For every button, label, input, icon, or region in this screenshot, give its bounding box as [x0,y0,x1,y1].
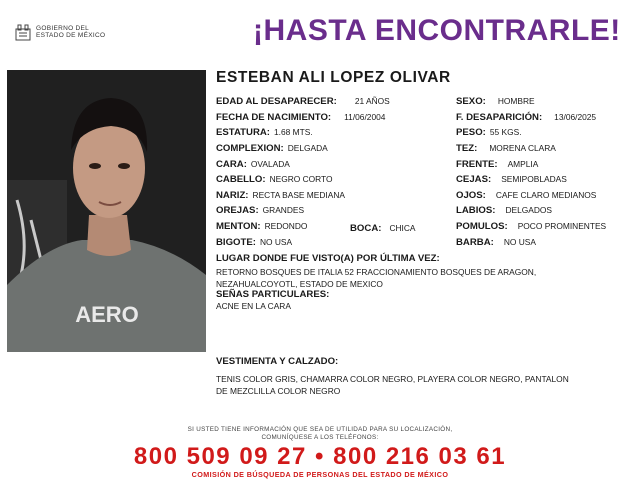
logo-line-2: ESTADO DE MÉXICO [36,32,106,39]
field-value: DELGADOS [505,205,552,215]
field-value: 1.68 MTS. [274,127,313,137]
info-line-1: SI USTED TIENE INFORMACIÓN QUE SEA DE UTILIDAD PARA SU LOCALIZACIÓN, [187,426,453,433]
field-lips [456,205,552,216]
portrait-illustration [7,70,206,352]
last-seen-line-2: NEZAHUALCOYOTL, ESTADO DE MEXICO [216,279,383,289]
field-label: F. DESAPARICIÓN: [456,112,543,123]
clothing-label: VESTIMENTA Y CALZADO: [216,356,339,367]
field-value: POCO PROMINENTES [517,221,607,231]
commission-name: COMISIÓN DE BÚSQUEDA DE PERSONAS DEL ESTADO DE MÉXICO [191,470,449,479]
person-name: ESTEBAN ALI LOPEZ OLIVAR [216,69,451,86]
last-seen-label: LUGAR DONDE FUE VISTO(A) POR ÚLTIMA VEZ: [216,253,440,264]
field-value: AMPLIA [507,159,539,169]
field-value: MORENA CLARA [489,143,556,153]
field-value: CHICA [389,223,416,233]
coat-of-arms-icon [14,23,32,41]
logo-wordmark [36,25,105,40]
field-value: SEMIPOBLADAS [501,174,567,184]
field-label: POMULOS: [456,221,508,232]
field-label: COMPLEXION: [216,143,284,154]
last-seen-line-1: RETORNO BOSQUES DE ITALIA 52 FRACCIONAMIENTO BOSQUES DE ARAGON, [216,267,537,277]
field-label: BARBA: [456,237,494,248]
field-label: SEXO: [456,96,486,107]
phone-2: 800 216 03 61 [333,443,507,470]
distinguishing-marks-value: ACNE EN LA CARA [216,301,291,311]
field-label: LABIOS: [456,205,496,216]
field-value: NO USA [259,237,293,247]
field-ears [216,205,304,216]
field-value: NO USA [503,237,536,247]
field-disappearance-date [456,112,596,123]
field-label: CABELLO: [216,174,266,185]
field-chin [216,221,307,232]
field-forehead [456,159,538,170]
shirt-print-text: AERO [75,302,139,327]
field-value: 13/06/2025 [554,112,597,122]
field-value: GRANDES [262,205,305,215]
field-cheekbones [456,221,606,232]
info-line-2: COMUNÍQUESE A LOS TELÉFONOS: [261,434,379,441]
field-build [216,143,328,154]
field-face [216,159,290,170]
field-value: 55 KGS. [489,127,522,137]
field-birthdate [216,112,385,123]
phone-1: 800 509 09 27 [133,443,307,470]
field-height [216,127,313,138]
field-value: CAFE CLARO MEDIANOS [495,190,597,200]
field-label: BIGOTE: [216,237,256,248]
field-value: HOMBRE [497,96,535,106]
field-mustache [216,237,292,248]
distinguishing-marks-label: SEÑAS PARTICULARES: [216,289,330,300]
field-weight [456,127,522,138]
field-label: FRENTE: [456,159,498,170]
field-value: 21 AÑOS [354,96,390,106]
field-age [216,96,390,107]
field-label: TEZ: [456,143,478,154]
field-label: FECHA DE NACIMIENTO: [216,112,332,123]
field-label: MENTON: [216,221,261,232]
clothing-line-1: TENIS COLOR GRIS, CHAMARRA COLOR NEGRO, PLAYERA COLOR NEGRO, PANTALON [216,374,569,384]
field-label: OJOS: [456,190,486,201]
field-beard [456,237,536,248]
field-label: CEJAS: [456,174,492,185]
field-value: OVALADA [250,159,290,169]
field-mouth [350,223,416,234]
phone-separator: • [315,443,325,470]
field-eyes [456,190,596,201]
field-label: OREJAS: [216,205,259,216]
field-label: NARIZ: [216,190,249,201]
clothing-line-2: DE MEZCLILLA COLOR NEGRO [216,386,341,396]
state-logo [14,23,105,41]
field-nose [216,190,345,201]
field-value: RECTA BASE MEDIANA [252,190,345,200]
field-label: BOCA: [350,223,382,234]
field-label: EDAD AL DESAPARECER: [216,96,337,107]
field-eyebrows [456,174,567,185]
logo-line-1: GOBIERNO DEL [36,24,90,32]
field-value: 11/06/2004 [344,112,386,122]
field-label: ESTATURA: [216,127,271,138]
field-value: NEGRO CORTO [269,174,333,184]
field-value: DELGADA [287,143,328,153]
person-photo [7,70,206,352]
field-label: CARA: [216,159,247,170]
field-hair [216,174,333,185]
headline: ¡HASTA ENCONTRARLE! [253,14,621,47]
field-skin [456,143,556,154]
field-label: PESO: [456,127,486,138]
phone-numbers [0,443,640,471]
field-value: REDONDO [264,221,308,231]
field-sex [456,96,535,107]
